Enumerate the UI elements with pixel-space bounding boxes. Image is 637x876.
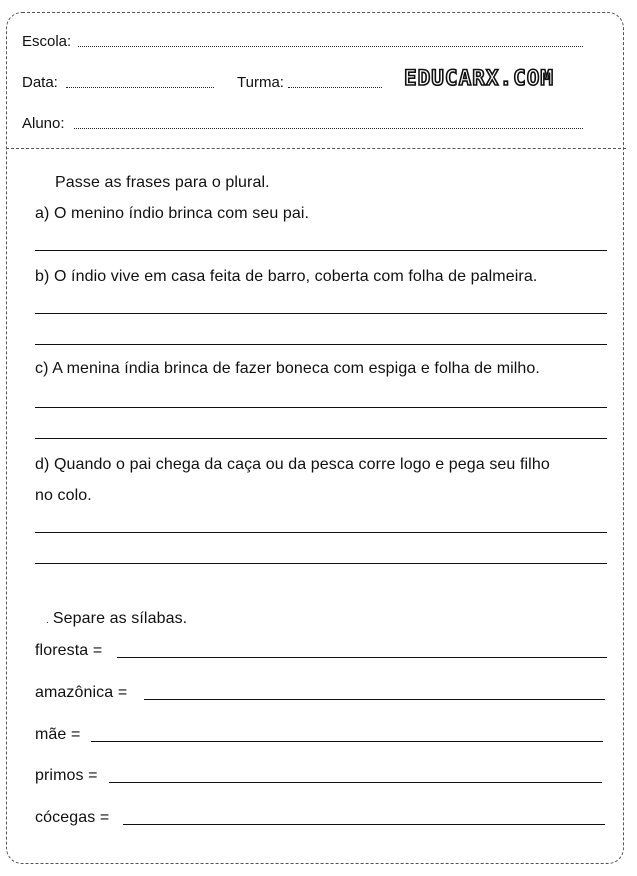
answer-line-d-1[interactable] (35, 532, 607, 533)
word-mae: mãe = (35, 726, 81, 743)
answer-line-c-2[interactable] (35, 438, 607, 439)
answer-line-mae[interactable] (91, 741, 603, 742)
escola-field[interactable] (78, 46, 583, 47)
turma-label: Turma: (237, 74, 284, 91)
answer-line-a-1[interactable] (35, 250, 607, 251)
answer-line-b-1[interactable] (35, 313, 607, 314)
sentence-d-line2: no colo. (35, 487, 92, 504)
data-field[interactable] (66, 87, 214, 88)
answer-line-cocegas[interactable] (123, 824, 605, 825)
answer-line-floresta[interactable] (117, 657, 607, 658)
instruction-silabas-text: Separe as sílabas. (52, 610, 188, 627)
instruction-silabas (46, 610, 187, 628)
sentence-a: a) O menino índio brinca com seu pai. (35, 205, 310, 222)
answer-line-d-2[interactable] (35, 563, 607, 564)
sentence-d-line1: d) Quando o pai chega da caça ou da pesca corre logo e pega seu filho (35, 456, 550, 473)
word-amazonica: amazônica = (35, 684, 128, 701)
aluno-field[interactable] (74, 128, 583, 129)
word-floresta: floresta = (35, 642, 103, 659)
answer-line-c-1[interactable] (35, 407, 607, 408)
sentence-c: c) A menina índia brinca de fazer boneca com espiga e folha de milho. (35, 360, 540, 377)
sentence-b: b) O índio vive em casa feita de barro, coberta com folha de palmeira. (35, 268, 538, 285)
educarx-logo: EDUCARX.COM (404, 66, 555, 90)
answer-line-b-2[interactable] (35, 344, 607, 345)
escola-label: Escola: (22, 33, 72, 50)
answer-line-primos[interactable] (109, 782, 602, 783)
header-separator (6, 148, 626, 149)
turma-field[interactable] (288, 87, 382, 88)
bullet-dot: . (46, 615, 49, 626)
data-label: Data: (22, 74, 58, 91)
instruction-plural: Passe as frases para o plural. (55, 174, 270, 191)
word-cocegas: cócegas = (35, 809, 110, 826)
answer-line-amazonica[interactable] (144, 699, 605, 700)
word-primos: primos = (35, 767, 98, 784)
aluno-label: Aluno: (22, 115, 65, 132)
